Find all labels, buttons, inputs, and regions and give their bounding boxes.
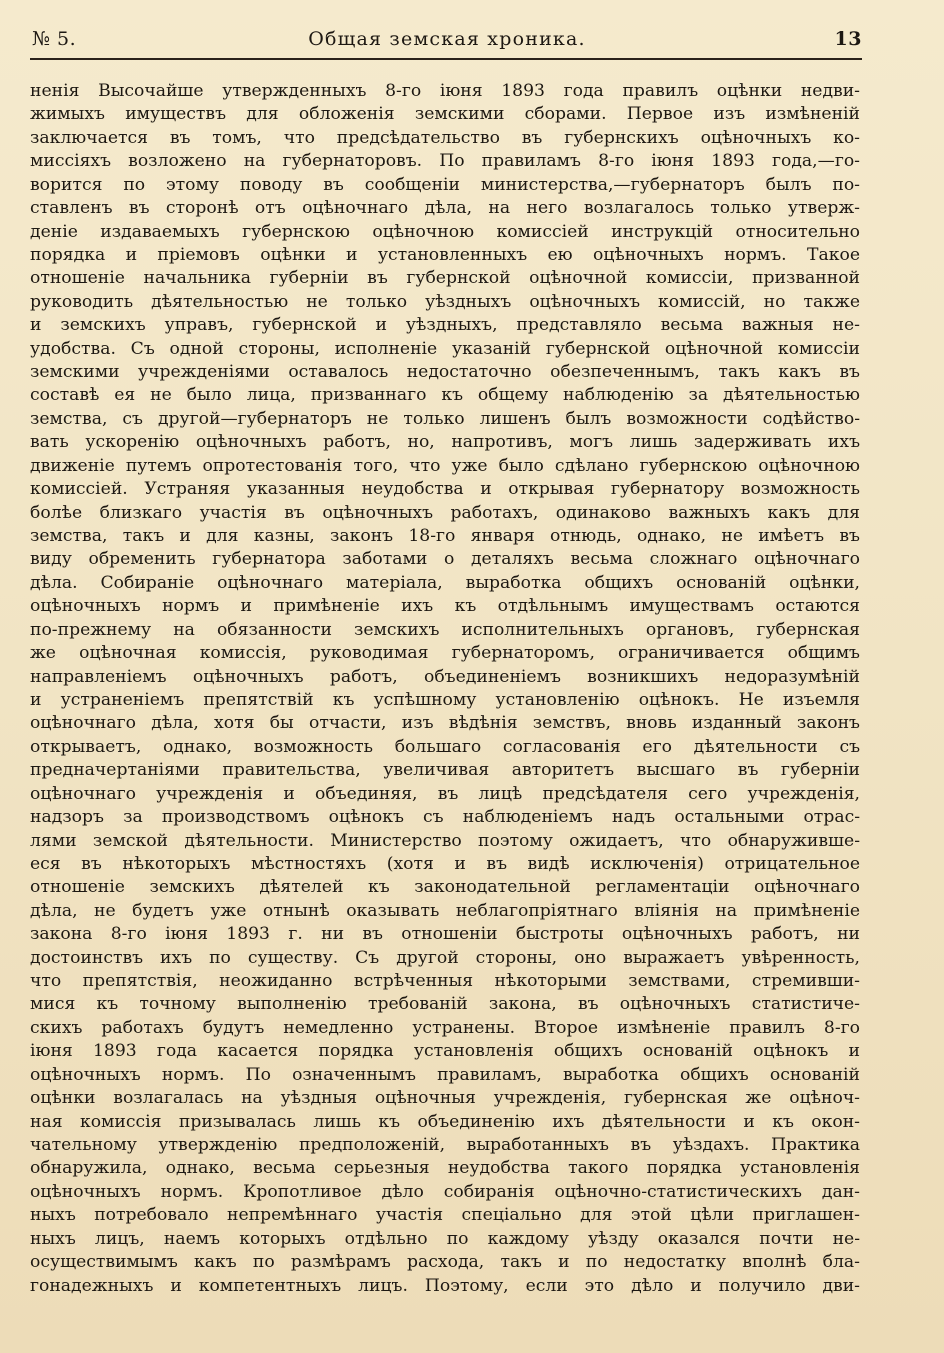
text-line: ныхъ потребовало непремѣннаго участія спеціально для этой цѣли приглашен- <box>30 1205 860 1226</box>
text-line: предначертаніями правительства, увеличивая авторитетъ высшаго въ губерніи <box>30 760 860 781</box>
text-line: еся въ нѣкоторыхъ мѣстностяхъ (хотя и въ видѣ исключенія) отрицательное <box>30 853 860 874</box>
text-line: оцѣночнаго дѣла, хотя бы отчасти, изъ вѣдѣнія земствъ, вновь изданный законъ <box>30 713 860 734</box>
text-line: миссіяхъ возложено на губернаторовъ. По правиламъ 8-го іюня 1893 года,—го- <box>30 151 860 172</box>
text-line: отношеніе земскихъ дѣятелей къ законодательной регламентаціи оцѣночнаго <box>30 877 860 898</box>
text-line: ворится по этому поводу въ сообщеніи министерства,—губернаторъ былъ по- <box>30 174 860 195</box>
text-line: іюня 1893 года касается порядка установленія общихъ основаній оцѣнокъ и <box>30 1041 860 1062</box>
text-line: что препятствія, неожиданно встрѣченныя нѣкоторыми земствами, стремивши- <box>30 971 860 992</box>
text-line: оцѣнки возлагалась на уѣздныя оцѣночныя учрежденія, губернская же оцѣноч- <box>30 1088 860 1109</box>
text-line: ставленъ въ сторонѣ отъ оцѣночнаго дѣла, на него возлагалось только утверж- <box>30 198 860 219</box>
text-line: направленіемъ оцѣночныхъ работъ, объединеніемъ возникшихъ недоразумѣній <box>30 666 860 687</box>
text-line: обнаружила, однако, весьма серьезныя неудобства такого порядка установленія <box>30 1158 860 1179</box>
text-line: оцѣночныхъ нормъ и примѣненіе ихъ къ отдѣльнымъ имуществамъ остаются <box>30 596 860 617</box>
text-line: скихъ работахъ будутъ немедленно устранены. Второе измѣненіе правилъ 8-го <box>30 1017 860 1038</box>
text-line: ныхъ лицъ, наемъ которыхъ отдѣльно по каждому уѣзду оказался почти не- <box>30 1228 860 1249</box>
text-line: составѣ ея не было лица, призваннаго къ общему наблюденію за дѣятельностью <box>30 385 860 406</box>
issue-number: № 5. <box>32 28 77 50</box>
text-line: жимыхъ имуществъ для обложенія земскими сборами. Первое изъ измѣненій <box>30 104 860 125</box>
text-line: земства, такъ и для казны, законъ 18-го января отнюдь, однако, не имѣетъ въ <box>30 526 860 547</box>
text-line: открываетъ, однако, возможность большаго согласованія его дѣятельности съ <box>30 736 860 757</box>
text-line: и земскихъ управъ, губернской и уѣздныхъ, представляло весьма важныя не- <box>30 315 860 336</box>
text-line: деніе издаваемыхъ губернскою оцѣночною комиссіей инструкцій относительно <box>30 221 860 242</box>
text-line: чательному утвержденію предположеній, выработанныхъ въ уѣздахъ. Практика <box>30 1134 860 1155</box>
text-line: удобства. Съ одной стороны, исполненіе указаній губернской оцѣночной комиссіи <box>30 338 860 359</box>
text-line: мися къ точному выполненію требованій закона, въ оцѣночныхъ статистиче- <box>30 994 860 1015</box>
text-line: движеніе путемъ опротестованія того, что уже было сдѣлано губернскою оцѣночною <box>30 455 860 476</box>
text-line: отношеніе начальника губерніи въ губернской оцѣночной комиссіи, призванной <box>30 268 860 289</box>
text-line: оцѣночныхъ нормъ. По означеннымъ правиламъ, выработка общихъ основаній <box>30 1064 860 1085</box>
text-line: виду обременить губернатора заботами о деталяхъ весьма сложнаго оцѣночнаго <box>30 549 860 570</box>
text-line: ненія Высочайше утвержденныхъ 8-го іюня 1893 года правилъ оцѣнки недви- <box>30 81 860 101</box>
text-line: надзоръ за производствомъ оцѣнокъ съ наблюденіемъ надъ остальными отрас- <box>30 807 860 828</box>
text-line: порядка и пріемовъ оцѣнки и установленныхъ ею оцѣночныхъ нормъ. Такое <box>30 244 860 265</box>
text-line: же оцѣночная комиссія, руководимая губернаторомъ, ограничивается общимъ <box>30 643 860 664</box>
text-line: по-прежнему на обязанности земскихъ исполнительныхъ органовъ, губернская <box>30 619 860 640</box>
text-line: лями земской дѣятельности. Министерство поэтому ожидаетъ, что обнаруживше- <box>30 830 860 851</box>
text-line: осуществимымъ какъ по размѣрамъ расхода, такъ и по недостатку вполнѣ бла- <box>30 1252 860 1273</box>
section-title: Общая земская хроника. <box>308 28 586 50</box>
text-line: достоинствъ ихъ по существу. Съ другой стороны, оно выражаетъ увѣренность, <box>30 947 860 968</box>
text-line: болѣе близкаго участія въ оцѣночныхъ работахъ, одинаково важныхъ какъ для <box>30 502 860 523</box>
text-line: дѣла. Собираніе оцѣночнаго матеріала, выработка общихъ основаній оцѣнки, <box>30 572 860 593</box>
text-line: закона 8-го іюня 1893 г. ни въ отношеніи быстроты оцѣночныхъ работъ, ни <box>30 924 860 945</box>
text-line: вать ускоренію оцѣночныхъ работъ, но, напротивъ, могъ лишь задерживать ихъ <box>30 432 860 453</box>
text-line: земства, съ другой—губернаторъ не только лишенъ былъ возможности содѣйство- <box>30 408 860 429</box>
text-line: дѣла, не будетъ уже отнынѣ оказывать неблагопріятнаго вліянія на примѣненіе <box>30 900 860 921</box>
body-text <box>30 80 860 1298</box>
page-number: 13 <box>834 28 862 50</box>
text-line: комиссіей. Устраняя указанныя неудобства и открывая губернатору возможность <box>30 479 860 500</box>
header-rule <box>30 58 862 60</box>
text-line: руководить дѣятельностью не только уѣздныхъ оцѣночныхъ комиссій, но также <box>30 291 860 312</box>
running-header <box>32 22 862 58</box>
text-line: земскими учрежденіями оставалось недостаточно обезпеченнымъ, такъ какъ въ <box>30 362 860 383</box>
text-line: заключается въ томъ, что предсѣдательство въ губернскихъ оцѣночныхъ ко- <box>30 127 860 148</box>
text-line: гонадежныхъ и компетентныхъ лицъ. Поэтому, если это дѣло и получило дви- <box>30 1275 860 1296</box>
text-line: оцѣночныхъ нормъ. Кропотливое дѣло собиранія оцѣночно-статистическихъ дан- <box>30 1181 860 1202</box>
text-line: оцѣночнаго учрежденія и объединяя, въ лицѣ предсѣдателя сего учрежденія, <box>30 783 860 804</box>
text-line: и устраненіемъ препятствій къ успѣшному установленію оцѣнокъ. Не изъемля <box>30 689 860 710</box>
text-line: ная комиссія призывалась лишь къ объединенію ихъ дѣятельности и къ окон- <box>30 1111 860 1132</box>
